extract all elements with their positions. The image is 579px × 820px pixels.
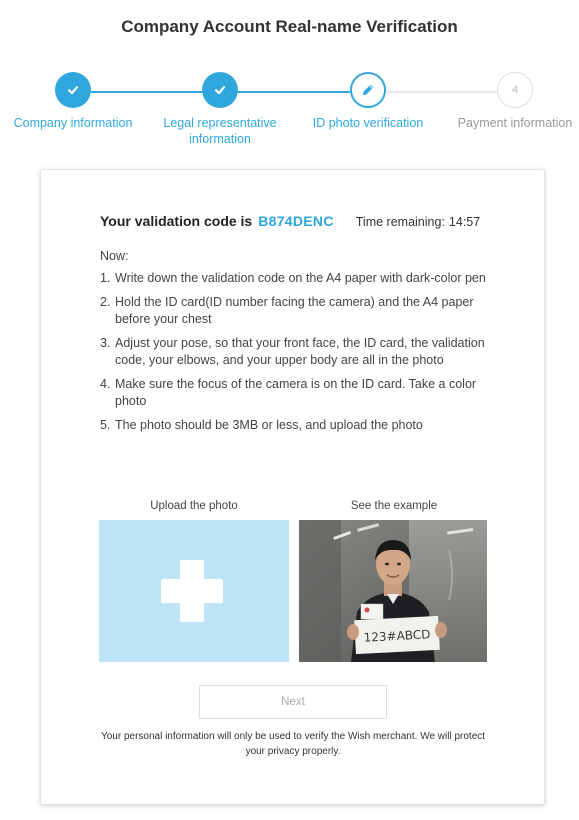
upload-photo-caption: Upload the photo <box>150 500 238 512</box>
validation-code-row <box>100 213 500 233</box>
privacy-note: Your personal information will only be used to verify the Wish merchant. We will protect your privacy properly. <box>100 731 486 757</box>
time-remaining-value: 14:57 <box>448 215 481 229</box>
time-remaining-label: Time remaining: <box>355 215 445 229</box>
step-3-label: ID photo verification <box>312 116 424 130</box>
instruction-text: Make sure the focus of the camera is on the ID card. Take a color photo <box>115 377 477 408</box>
check-icon <box>213 83 227 97</box>
step-1-circle <box>55 72 91 108</box>
example-paper-text: 123#ABCD <box>363 627 431 645</box>
example-photo <box>299 520 487 662</box>
example-photo-image <box>299 520 487 662</box>
step-4-circle <box>497 72 533 108</box>
example-photo-caption: See the example <box>350 500 438 512</box>
instruction-number: 5. <box>100 418 111 432</box>
instruction-item <box>100 376 500 410</box>
instruction-text: Hold the ID card(ID number facing the camera) and the A4 paper before your chest <box>115 295 474 326</box>
step-3-circle <box>350 72 386 108</box>
validation-code-lead: Your validation code is <box>100 213 253 229</box>
instruction-number: 3. <box>100 336 111 350</box>
instruction-item <box>100 335 500 369</box>
instruction-number: 2. <box>100 295 111 309</box>
verification-card <box>40 169 545 805</box>
next-button[interactable]: Next <box>199 685 387 719</box>
step-company-information <box>0 72 148 131</box>
instruction-text: Adjust your pose, so that your front face, the ID card, the validation code, your elbows, and your upper body are all in the photo <box>115 336 485 367</box>
instruction-number: 1. <box>100 271 111 285</box>
validation-code: B874DENC <box>258 213 334 229</box>
instruction-item <box>100 294 500 328</box>
instructions-list <box>100 270 500 441</box>
step-id-photo-verification <box>293 72 443 131</box>
step-2-label: Legal representative information <box>163 116 277 146</box>
instruction-number: 4. <box>100 377 111 391</box>
pencil-icon <box>360 82 376 98</box>
step-2-circle <box>202 72 238 108</box>
instruction-item <box>100 270 500 287</box>
step-4-label: Payment information <box>457 116 573 130</box>
step-legal-representative <box>145 72 295 147</box>
instruction-text: Write down the validation code on the A4 paper with dark-color pen <box>115 271 486 285</box>
step-1-label: Company information <box>13 116 133 130</box>
step-payment-information <box>440 72 579 131</box>
step-4-number: 4 <box>511 84 519 96</box>
progress-stepper <box>0 72 579 162</box>
page-title: Company Account Real-name Verification <box>121 17 458 36</box>
instructions-intro: Now: <box>100 249 129 263</box>
check-icon <box>66 83 80 97</box>
instruction-text: The photo should be 3MB or less, and upload the photo <box>115 418 423 432</box>
instruction-item <box>100 417 500 434</box>
upload-photo-button[interactable] <box>99 520 289 662</box>
